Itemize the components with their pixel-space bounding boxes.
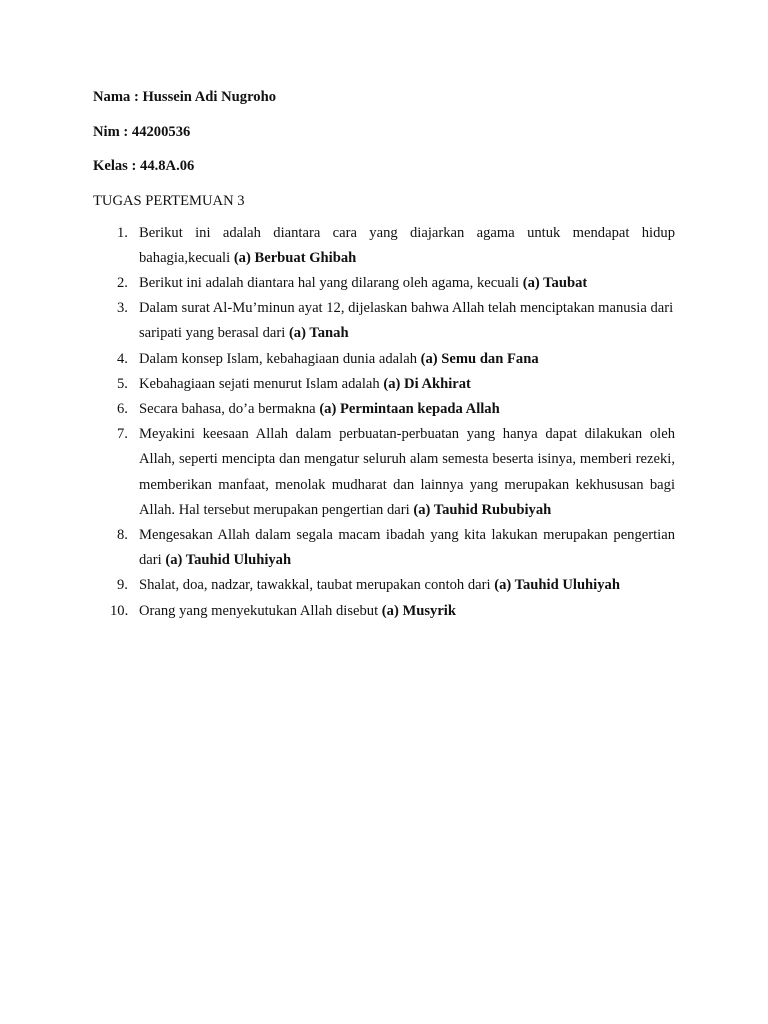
- student-class: Kelas : 44.8A.06: [93, 158, 195, 174]
- item-number: 8.: [117, 526, 128, 543]
- answer-text: (a) Semu dan Fana: [420, 350, 539, 367]
- list-item: [93, 422, 675, 523]
- list-item: [93, 296, 675, 346]
- answer-text: (a) Tauhid Rububiyah: [413, 501, 552, 518]
- item-number: 4.: [117, 350, 128, 367]
- list-item: [93, 599, 675, 624]
- item-number: 5.: [117, 375, 128, 392]
- list-item: [93, 271, 675, 296]
- question-text: Berikut ini adalah diantara hal yang dilarang oleh agama, kecuali: [139, 274, 523, 291]
- item-number: 1.: [117, 224, 128, 241]
- student-name: Nama : Hussein Adi Nugroho: [93, 89, 276, 105]
- list-item: [93, 372, 675, 397]
- answer-text: (a) Tauhid Uluhiyah: [165, 552, 292, 569]
- list-item: [93, 573, 675, 598]
- document-page: [93, 87, 675, 624]
- list-item: [93, 221, 675, 271]
- item-number: 3.: [117, 300, 128, 317]
- question-text: Dalam surat Al-Mu’minun ayat 12, dijelaskan bahwa Allah telah menciptakan manusia dari saripati yang berasal dari: [139, 300, 674, 342]
- answer-text: (a) Tauhid Uluhiyah: [494, 577, 620, 594]
- answer-text: (a) Di Akhirat: [383, 375, 471, 392]
- answer-text: (a) Tanah: [288, 325, 349, 342]
- question-text: Berikut ini adalah diantara cara yang diajarkan agama untuk mendapat hidup bahagia,kecuali: [139, 224, 675, 266]
- student-nim: Nim : 44200536: [93, 123, 191, 140]
- item-number: 10.: [110, 602, 129, 619]
- question-text: Secara bahasa, do’a bermakna: [139, 400, 320, 417]
- answer-text: (a) Permintaan kepada Allah: [319, 400, 500, 417]
- item-number: 6.: [117, 400, 128, 417]
- question-text: Meyakini keesaan Allah dalam perbuatan-perbuatan yang hanya dapat dilakukan oleh Allah, seperti mencipta dan mengatur seluruh alam semesta beserta isinya, memberi rezeki, memberikan manfaat, menolak mudharat dan lainnya yang merupakan kekhususan bagi Allah. Hal tersebut merupakan pengertian dari: [139, 426, 675, 518]
- assignment-title: TUGAS PERTEMUAN 3: [93, 192, 245, 209]
- item-number: 9.: [117, 577, 128, 594]
- list-item: [93, 347, 675, 372]
- answer-text: (a) Berbuat Ghibah: [233, 249, 357, 266]
- item-number: 7.: [117, 426, 128, 443]
- list-item: [93, 523, 675, 573]
- question-text: Dalam konsep Islam, kebahagiaan dunia adalah: [139, 350, 421, 367]
- question-list: [93, 221, 675, 624]
- question-text: Orang yang menyekutukan Allah disebut: [139, 602, 382, 619]
- list-item: [93, 397, 675, 422]
- question-text: Kebahagiaan sejati menurut Islam adalah: [139, 375, 384, 392]
- answer-text: (a) Taubat: [522, 274, 588, 291]
- question-text: Shalat, doa, nadzar, tawakkal, taubat merupakan contoh dari: [139, 577, 495, 594]
- question-text: Mengesakan Allah dalam segala macam ibadah yang kita lakukan merupakan pengertian dari: [139, 526, 675, 569]
- item-number: 2.: [117, 274, 128, 291]
- answer-text: (a) Musyrik: [381, 602, 456, 619]
